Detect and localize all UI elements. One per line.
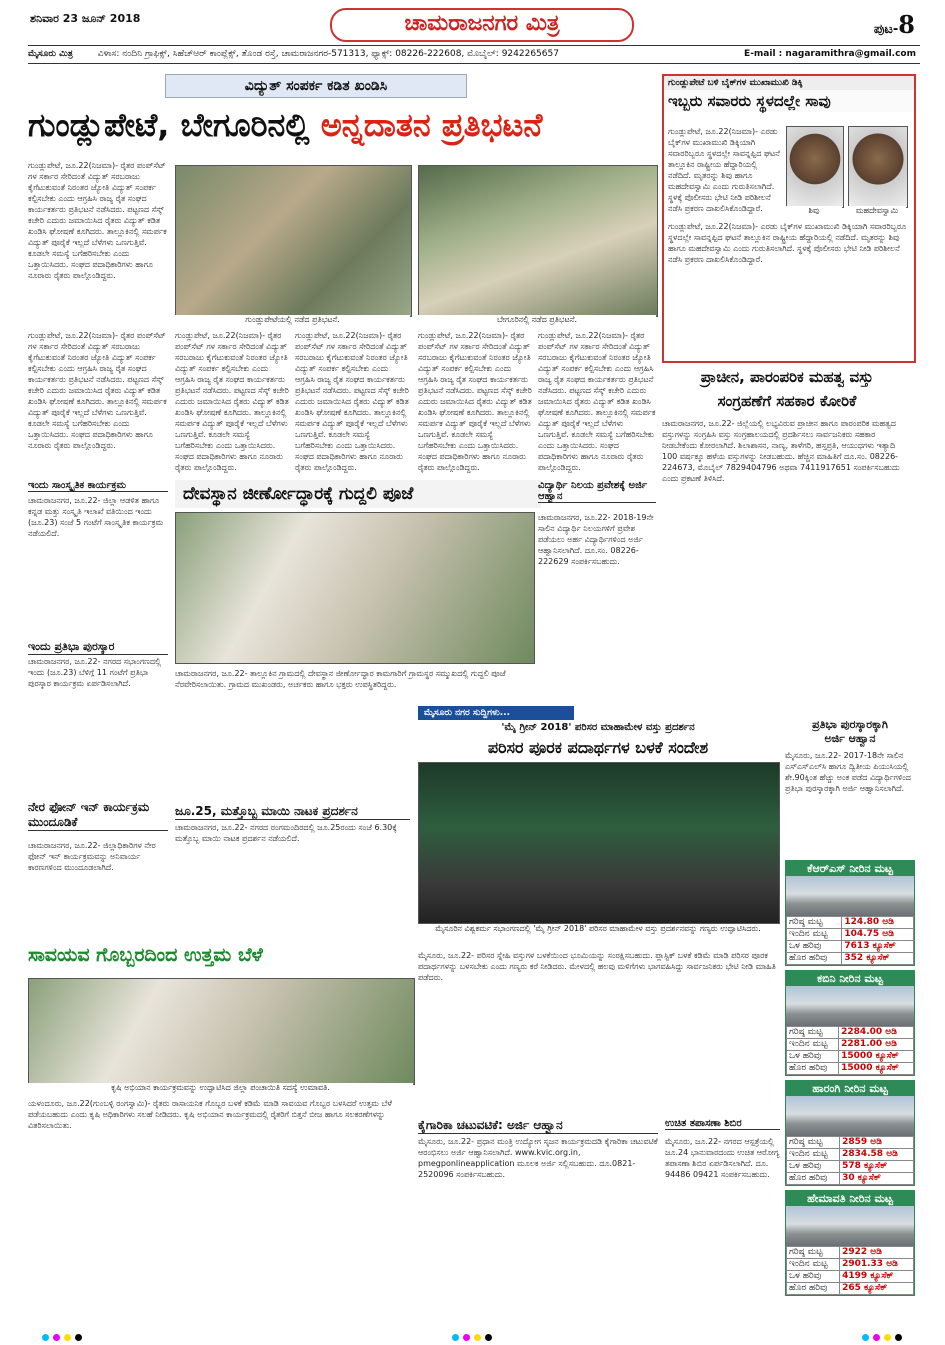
lead-headline-red: ಅನ್ನದಾತನ ಪ್ರತಿಭಟನೆ [320,106,543,144]
dam-title: ಹಾರಂಗಿ ನೀರಿನ ಮಟ್ಟ [786,1081,914,1096]
accident-victim-photo-1 [786,126,844,208]
dam-row-value: 104.75 ಅಡಿ [842,929,914,941]
award-head: ಇಂದು ಪ್ರತಿಭಾ ಪುರಸ್ಕಾರ [28,640,168,655]
cyan-dot [452,1334,459,1341]
dam-row-label: ಗರಿಷ್ಠ ಮಟ್ಟ [787,917,842,929]
issue-date: ಶನಿವಾರ 23 ಜೂನ್ 2018 [30,12,141,25]
dam-row [787,1051,914,1063]
heritage-headline [662,365,912,413]
organic-body: ಯಳಂದೂರು, ಜೂ.22(ಗುಂಬಳ್ಳಿ ರಂಗಸ್ವಾಮಿ)- ರೈತರು ರಾಸಾಯನಿಕ ಗೊಬ್ಬರ ಬಳಕೆ ಕಡಿಮೆ ಮಾಡಿ ಸಾವಯವ ಗೊಬ್ಬರ ಬಳಸಿದರೆ ಉತ್ತಮ ಬೆಳೆ ಪಡೆಯಬಹುದು ಎಂದು ಕೃಷಿ ಅಧಿಕಾರಿಗಳು ಸಲಹೆ ನೀಡಿದರು. ಕೃಷಿ ಅಭಿಯಾನ ಕಾರ್ಯಕ್ರಮದಲ್ಲಿ ರೈತರಿಗೆ ಬಿತ್ತನೆ ಬೀಜ ಹಾಗೂ ಸಲಕರಣೆಗಳನ್ನು ವಿತರಿಸಲಾಯಿತು. [28,1099,392,1130]
accident-headline: ಇಬ್ಬರು ಸವಾರರು ಸ್ಥಳದಲ್ಲೇ ಸಾವು [664,90,914,112]
dam-row [787,1173,914,1185]
dam-row-value: 2859 ಅಡಿ [840,1137,914,1149]
organic-photo [28,978,415,1085]
dam-row [787,1149,914,1161]
accident-kicker: ಗುಂಡ್ಲುಪೇಟೆ ಬಳಿ ಬೈಕ್‌ಗಳ ಮುಖಾಮುಖಿ ಡಿಕ್ಕಿ [664,76,914,90]
dam-row [787,1137,914,1149]
dam-row [787,1063,914,1075]
temple-body: ಚಾಮರಾಜನಗರ, ಜೂ.22- ತಾಲ್ಲೂಕಿನ ಗ್ರಾಮದಲ್ಲಿ ದೇವಸ್ಥಾನ ಜೀರ್ಣೋದ್ಧಾರ ಕಾಮಗಾರಿಗೆ ಗ್ರಾಮಸ್ಥರ ಸಮ್ಮುಖದಲ್ಲಿ ಗುದ್ದಲಿ ಪೂಜೆ ನೆರವೇರಿಸಲಾಯಿತು. ಗ್ರಾಮದ ಮುಖಂಡರು, ಅರ್ಚಕರು ಹಾಗೂ ಭಕ್ತರು ಉಪಸ್ಥಿತರಿದ್ದರು. [175,669,506,689]
publisher-address: ವಿಳಾಸ: ನಂದಿನಿ ಗ್ರಾಫಿಕ್ಸ್, ಸಿಹೆಚ್‌ಆರ್ ಕಾಂಪ್ಲೆಕ್ಸ್, ತೊಂಡ ರಸ್ತೆ, ಚಾಮರಾಜನಗರ-571313, ಫ್ಯಾಕ್ಸ್: 08226-222608, ಮೊಬೈಲ್: 9242265657 [97,49,559,59]
dam-row [787,1027,914,1039]
heritage-headline-line2: ಸಂಗ್ರಹಣೆಗೆ ಸಹಕಾರ ಕೋರಿಕೆ [717,392,857,410]
publisher-email: E-mail : nagaramithra@gmail.com [744,49,916,59]
dam-photo [786,876,914,916]
accident-body-top: ಗುಂಡ್ಲುಪೇಟೆ, ಜೂ.22(ನಿಜಮಾ)- ಎರಡು ಬೈಕ್‌ಗಳ ಮುಖಾಮುಖಿ ಡಿಕ್ಕಿಯಾಗಿ ಸವಾರರಿಬ್ಬರೂ ಸ್ಥಳದಲ್ಲೇ ಸಾವನ್ನಪ್ಪಿದ ಘಟನೆ ತಾಲ್ಲೂಕಿನ ರಾಷ್ಟ್ರೀಯ ಹೆದ್ದಾರಿಯಲ್ಲಿ ನಡೆದಿದೆ. ಮೃತರನ್ನು ಶಿವು ಹಾಗೂ ಮಹದೇವಸ್ವಾಮಿ ಎಂದು ಗುರುತಿಸಲಾಗಿದೆ. ಸ್ಥಳಕ್ಕೆ ಪೊಲೀಸರು ಭೇಟಿ ನೀಡಿ ಪರಿಶೀಲನೆ ನಡೆಸಿ ಪ್ರಕರಣ ದಾಖಲಿಸಿಕೊಂಡಿದ್ದಾರೆ. [668,127,780,213]
dam-row-value: 7613 ಕ್ಯೂಸೆಕ್ [842,941,914,953]
lead-body-col2: ಗುಂಡ್ಲುಪೇಟೆ, ಜೂ.22(ನಿಜಮಾ)- ರೈತರ ಪಂಪ್‌ಸೆಟ್ ಗಳ ಸರ್ಕಾರ ಸೇರಿದಂತೆ ವಿದ್ಯುತ್ ಸರಬರಾಜು ಕೈಗೆಟುಕುವಂತೆ ನಿರಂತರ ಜ್ಯೋತಿ ವಿದ್ಯುತ್ ಸಂಪರ್ಕ ಕಲ್ಪಿಸಬೇಕು ಎಂದು ಆಗ್ರಹಿಸಿ ರಾಜ್ಯ ರೈತ ಸಂಘದ ಕಾರ್ಯಕರ್ತರು ಪ್ರತಿಭಟನೆ ನಡೆಸಿದರು. ಪಟ್ಟಣದ ಸೆಸ್ಕ್ ಕಚೇರಿ ಎದುರು ಜಮಾಯಿಸಿದ ರೈತರು ವಿದ್ಯುತ್ ಕಡಿತ ಖಂಡಿಸಿ ಘೋಷಣೆ ಕೂಗಿದರು. ತಾಲ್ಲೂಕಿನಲ್ಲಿ ಸಮರ್ಪಕ ವಿದ್ಯುತ್ ಪೂರೈಕೆ ಇಲ್ಲದೆ ಬೆಳೆಗಳು ಒಣಗುತ್ತಿವೆ. ಕೂಡಲೇ ಸಮಸ್ಯೆ ಬಗೆಹರಿಸಬೇಕು ಎಂದು ಒತ್ತಾಯಿಸಿದರು. ಸಂಘದ ಪದಾಧಿಕಾರಿಗಳು ಹಾಗೂ ನೂರಾರು ರೈತರು ಪಾಲ್ಗೊಂಡಿದ್ದರು. [28,331,167,450]
heritage-body: ಚಾಮರಾಜನಗರ, ಜೂ.22- ಜಿಲ್ಲೆಯಲ್ಲಿ ಲಭ್ಯವಿರುವ ಪ್ರಾಚೀನ ಹಾಗೂ ಪಾರಂಪರಿಕ ಮಹತ್ವದ ವಸ್ತುಗಳನ್ನು ಸಂಗ್ರಹಿಸಿ ವಸ್ತು ಸಂಗ್ರಹಾಲಯದಲ್ಲಿ ಪ್ರದರ್ಶಿಸಲು ಸಾರ್ವಜನಿಕರು ಸಹಕಾರ ನೀಡಬೇಕೆಂದು ಕೋರಲಾಗಿದೆ. ಶಿಲಾಶಾಸನ, ನಾಣ್ಯ, ತಾಳೆಗರಿ, ಹಸ್ತಪ್ರತಿ, ಆಯುಧಗಳು ಇತ್ಯಾದಿ 100 ವರ್ಷಕ್ಕೂ ಹಳೆಯ ವಸ್ತುಗಳನ್ನು ನೀಡಬಹುದು. ಹೆಚ್ಚಿನ ಮಾಹಿತಿಗೆ ದೂ.ಸಂ. 08226-224673, ಮೊಬೈಲ್ 7829404796 ಅಥವಾ 7411917651 ಸಂಪರ್ಕಿಸಬಹುದು ಎಂದು ಪ್ರಕಟಣೆ ತಿಳಿಸಿದೆ. [662,419,900,483]
phone-in-head: ನೇರ ಫೋನ್ ಇನ್ ಕಾರ್ಯಕ್ರಮ ಮುಂದೂಡಿಕೆ [28,800,168,831]
dam-title: ಕೆಆರ್‌ಎಸ್ ನೀರಿನ ಮಟ್ಟ [786,861,914,876]
page-label: ಪುಟ- [873,22,899,37]
talent-award-head-line2: ಅರ್ಜಿ ಆಹ್ವಾನ [824,732,876,745]
dam-row-label: ಇಂದಿನ ಮಟ್ಟ [787,1039,839,1051]
dam-row-value: 2284.00 ಅಡಿ [839,1027,914,1039]
dam-row [787,1283,914,1295]
industry-head: ಕೈಗಾರಿಕಾ ಚಟುವಟಿಕೆ: ಅರ್ಜಿ ಆಹ್ವಾನ [418,1118,658,1134]
lead-body-col5: ಗುಂಡ್ಲುಪೇಟೆ, ಜೂ.22(ನಿಜಮಾ)- ರೈತರ ಪಂಪ್‌ಸೆಟ್ ಗಳ ಸರ್ಕಾರ ಸೇರಿದಂತೆ ವಿದ್ಯುತ್ ಸರಬರಾಜು ಕೈಗೆಟುಕುವಂತೆ ನಿರಂತರ ಜ್ಯೋತಿ ವಿದ್ಯುತ್ ಸಂಪರ್ಕ ಕಲ್ಪಿಸಬೇಕು ಎಂದು ಆಗ್ರಹಿಸಿ ರಾಜ್ಯ ರೈತ ಸಂಘದ ಕಾರ್ಯಕರ್ತರು ಪ್ರತಿಭಟನೆ ನಡೆಸಿದರು. ಪಟ್ಟಣದ ಸೆಸ್ಕ್ ಕಚೇರಿ ಎದುರು ಜಮಾಯಿಸಿದ ರೈತರು ವಿದ್ಯುತ್ ಕಡಿತ ಖಂಡಿಸಿ ಘೋಷಣೆ ಕೂಗಿದರು. ತಾಲ್ಲೂಕಿನಲ್ಲಿ ಸಮರ್ಪಕ ವಿದ್ಯುತ್ ಪೂರೈಕೆ ಇಲ್ಲದೆ ಬೆಳೆಗಳು ಒಣಗುತ್ತಿವೆ. ಕೂಡಲೇ ಸಮಸ್ಯೆ ಬಗೆಹರಿಸಬೇಕು ಎಂದು ಒತ್ತಾಯಿಸಿದರು. ಸಂಘದ ಪದಾಧಿಕಾರಿಗಳು ಹಾಗೂ ನೂರಾರು ರೈತರು ಪಾಲ್ಗೊಂಡಿದ್ದರು. [418,331,532,472]
magenta-dot [53,1334,60,1341]
dam-row-label: ಇಂದಿನ ಮಟ್ಟ [787,929,842,941]
dam-table [786,916,914,965]
dam-table [786,1136,914,1185]
lead-photo-2-caption: ಬೇಗೂರಿನಲ್ಲಿ ನಡೆದ ಪ್ರತಿಭಟನೆ. [418,315,656,327]
dam-row-label: ಒಳ ಹರಿವು [787,1271,840,1283]
page-number: 8 [898,10,915,39]
newspaper-title: ಚಾಮರಾಜನಗರ ಮಿತ್ರ [330,8,634,42]
dam-row-label: ಗರಿಷ್ಠ ಮಟ್ಟ [787,1247,840,1259]
dam-row-value: 15000 ಕ್ಯೂಸೆಕ್ [839,1063,914,1075]
brand-label: ಮೈಸೂರು ಮಿತ್ರ [28,49,73,59]
dam-row-value: 15000 ಕ್ಯೂಸೆಕ್ [839,1051,914,1063]
dam-table [786,1246,914,1295]
organic-photo-caption: ಕೃಷಿ ಅಭಿಯಾನ ಕಾರ್ಯಕ್ರಮವನ್ನು ಉದ್ಘಾಟಿಸಿದ ಜಿಲ್ಲಾ ಪಂಚಾಯಿತಿ ಸದಸ್ಯೆ ಉಮಾವತಿ. [28,1083,413,1095]
cyan-dot [862,1334,869,1341]
lead-headline-black: ಗುಂಡ್ಲುಪೇಟೆ, ಬೇಗೂರಿನಲ್ಲಿ [28,106,310,144]
dam-row [787,917,914,929]
industry-body: ಮೈಸೂರು, ಜೂ.22- ಪ್ರಧಾನ ಮಂತ್ರಿ ಉದ್ಯೋಗ ಸೃಜನ ಕಾರ್ಯಕ್ರಮದಡಿ ಕೈಗಾರಿಕಾ ಚಟುವಟಿಕೆ ಆರಂಭಿಸಲು ಅರ್ಜಿ ಆಹ್ವಾನಿಸಲಾಗಿದೆ. www.kvic.org.in, pmegponlineapplication ಮೂಲಕ ಅರ್ಜಿ ಸಲ್ಲಿಸಬಹುದು. ದೂ.0821-2520096 ಸಂಪರ್ಕಿಸಬಹುದು. [418,1137,658,1179]
talent-award-body: ಮೈಸೂರು, ಜೂ.22- 2017-18ನೇ ಸಾಲಿನ ಎಸ್‌ಎಸ್‌ಎಲ್‌ಸಿ ಹಾಗೂ ದ್ವಿತೀಯ ಪಿಯುಸಿಯಲ್ಲಿ ಶೇ.90ಕ್ಕಿಂತ ಹೆಚ್ಚು ಅಂಕ ಪಡೆದ ವಿದ್ಯಾರ್ಥಿಗಳಿಂದ ಪ್ರತಿಭಾ ಪುರಸ್ಕಾರಕ್ಕಾಗಿ ಅರ್ಜಿ ಆಹ್ವಾನಿಸಲಾಗಿದೆ. [785,751,911,793]
accident-victim-photo-2 [848,126,908,208]
award-body: ಚಾಮರಾಜನಗರ, ಜೂ.22- ನಗರದ ಸಭಾಂಗಣದಲ್ಲಿ ಇಂದು (ಜೂ.23) ಬೆಳಿಗ್ಗೆ 11 ಗಂಟೆಗೆ ಪ್ರತಿಭಾ ಪುರಸ್ಕಾರ ಕಾರ್ಯಕ್ರಮ ಏರ್ಪಡಿಸಲಾಗಿದೆ. [28,657,162,688]
applications-head: ವಿದ್ಯಾರ್ಥಿ ನಿಲಯ ಪ್ರವೇಶಕ್ಕೆ ಅರ್ಜಿ ಆಹ್ವಾನ [538,480,656,503]
masthead [30,8,915,40]
dam-row [787,929,914,941]
applications-body: ಚಾಮರಾಜನಗರ, ಜೂ.22- 2018-19ನೇ ಸಾಲಿನ ವಿದ್ಯಾರ್ಥಿ ನಿಲಯಗಳಿಗೆ ಪ್ರವೇಶ ಪಡೆಯಲು ಅರ್ಹ ವಿದ್ಯಾರ್ಥಿಗಳಿಂದ ಅರ್ಜಿ ಆಹ್ವಾನಿಸಲಾಗಿದೆ. ದೂ.ಸಂ. 08226-222629 ಸಂಪರ್ಕಿಸಬಹುದು. [538,513,654,566]
dam-row-value: 2922 ಅಡಿ [840,1247,914,1259]
talent-award-head-line1: ಪ್ರತಿಭಾ ಪುರಸ್ಕಾರಕ್ಕಾಗಿ [812,718,888,731]
registration-marks-left [40,1326,84,1345]
dam-row-label: ಒಳ ಹರಿವು [787,941,842,953]
dam-box [785,970,915,1076]
dam-row-label: ಹೊರ ಹರಿವು [787,1173,840,1185]
dam-row [787,1271,914,1283]
dam-photo [786,986,914,1026]
publisher-info-bar [28,45,920,64]
drama-body: ಚಾಮರಾಜನಗರ, ಜೂ.22- ನಗರದ ರಂಗಮಂದಿರದಲ್ಲಿ ಜೂ.25ರಂದು ಸಂಜೆ 6.30ಕ್ಕೆ ಮತ್ತೊಬ್ಬ ಮಾಯಿ ನಾಟಕ ಪ್ರದರ್ಶನ ನಡೆಯಲಿದೆ. [175,823,397,843]
mysuru-news-banner: ಮೈಸೂರು ನಗರ ಸುದ್ದಿಗಳು... [418,706,574,720]
dam-row-value: 2281.00 ಅಡಿ [839,1039,914,1051]
dam-title: ಕಬಿನಿ ನೀರಿನ ಮಟ್ಟ [786,971,914,986]
black-dot [485,1334,492,1341]
lead-photo-2 [418,165,658,317]
phone-in-body: ಚಾಮರಾಜನಗರ, ಜೂ.22- ಜಿಲ್ಲಾಧಿಕಾರಿಗಳ ನೇರ ಫೋನ್ ಇನ್ ಕಾರ್ಯಕ್ರಮವನ್ನು ಅನಿವಾರ್ಯ ಕಾರಣಗಳಿಂದ ಮುಂದೂಡಲಾಗಿದೆ. [28,841,156,872]
yellow-dot [884,1334,891,1341]
temple-headline: ದೇವಸ್ಥಾನ ಜೀರ್ಣೋದ್ಧಾರಕ್ಕೆ ಗುದ್ದಲಿ ಪೂಜೆ [175,480,541,508]
magenta-dot [873,1334,880,1341]
lead-photo-1-caption: ಗುಂಡ್ಲುಪೇಟೆಯಲ್ಲಿ ನಡೆದ ಪ್ರತಿಭಟನೆ. [175,315,410,327]
health-camp-body: ಮೈಸೂರು, ಜೂ.22- ನಗರದ ಆಸ್ಪತ್ರೆಯಲ್ಲಿ ಜೂ.24 ಭಾನುವಾರದಂದು ಉಚಿತ ಆರೋಗ್ಯ ತಪಾಸಣಾ ಶಿಬಿರ ಏರ್ಪಡಿಸಲಾಗಿದೆ. ದೂ. 94486 09421 ಸಂಪರ್ಕಿಸಬಹುದು. [665,1137,780,1179]
mysuru-body: ಮೈಸೂರು, ಜೂ.22- ಪರಿಸರ ಸ್ನೇಹಿ ವಸ್ತುಗಳ ಬಳಕೆಯಿಂದ ಭೂಮಿಯನ್ನು ಸಂರಕ್ಷಿಸಬಹುದು. ಪ್ಲಾಸ್ಟಿಕ್ ಬಳಕೆ ಕಡಿಮೆ ಮಾಡಿ ಪರಿಸರ ಪೂರಕ ಪದಾರ್ಥಗಳನ್ನು ಬಳಸಬೇಕು ಎಂದು ಗಣ್ಯರು ಕರೆ ನೀಡಿದರು. ಮೇಳದಲ್ಲಿ ಹಲವು ಮಳಿಗೆಗಳು ಭಾಗವಹಿಸಿದ್ದು ಸಾರ್ವಜನಿಕರು ಭೇಟಿ ನೀಡಿ ಮಾಹಿತಿ ಪಡೆದರು. [418,951,776,982]
cyan-dot [42,1334,49,1341]
registration-marks-center [450,1326,494,1345]
organic-headline: ಸಾವಯವ ಗೊಬ್ಬರದಿಂದ ಉತ್ತಮ ಬೆಳೆ [28,944,263,966]
black-dot [75,1334,82,1341]
dam-row-value: 265 ಕ್ಯೂಸೆಕ್ [840,1283,914,1295]
dam-row-label: ಗರಿಷ್ಠ ಮಟ್ಟ [787,1137,840,1149]
lead-kicker: ವಿದ್ಯುತ್ ಸಂಪರ್ಕ ಕಡಿತ ಖಂಡಿಸಿ [165,74,467,98]
cultural-body: ಚಾಮರಾಜನಗರ, ಜೂ.22- ಜಿಲ್ಲಾ ಆಡಳಿತ ಹಾಗೂ ಕನ್ನಡ ಮತ್ತು ಸಂಸ್ಕೃತಿ ಇಲಾಖೆ ವತಿಯಿಂದ ಇಂದು (ಜೂ.23) ಸಂಜೆ 5 ಗಂಟೆಗೆ ಸಾಂಸ್ಕೃತಿಕ ಕಾರ್ಯಕ್ರಮ ನಡೆಯಲಿದೆ. [28,496,164,538]
lead-body-col6: ಗುಂಡ್ಲುಪೇಟೆ, ಜೂ.22(ನಿಜಮಾ)- ರೈತರ ಪಂಪ್‌ಸೆಟ್ ಗಳ ಸರ್ಕಾರ ಸೇರಿದಂತೆ ವಿದ್ಯುತ್ ಸರಬರಾಜು ಕೈಗೆಟುಕುವಂತೆ ನಿರಂತರ ಜ್ಯೋತಿ ವಿದ್ಯುತ್ ಸಂಪರ್ಕ ಕಲ್ಪಿಸಬೇಕು ಎಂದು ಆಗ್ರಹಿಸಿ ರಾಜ್ಯ ರೈತ ಸಂಘದ ಕಾರ್ಯಕರ್ತರು ಪ್ರತಿಭಟನೆ ನಡೆಸಿದರು. ಪಟ್ಟಣದ ಸೆಸ್ಕ್ ಕಚೇರಿ ಎದುರು ಜಮಾಯಿಸಿದ ರೈತರು ವಿದ್ಯುತ್ ಕಡಿತ ಖಂಡಿಸಿ ಘೋಷಣೆ ಕೂಗಿದರು. ತಾಲ್ಲೂಕಿನಲ್ಲಿ ಸಮರ್ಪಕ ವಿದ್ಯುತ್ ಪೂರೈಕೆ ಇಲ್ಲದೆ ಬೆಳೆಗಳು ಒಣಗುತ್ತಿವೆ. ಕೂಡಲೇ ಸಮಸ್ಯೆ ಬಗೆಹರಿಸಬೇಕು ಎಂದು ಒತ್ತಾಯಿಸಿದರು. ಸಂಘದ ಪದಾಧಿಕಾರಿಗಳು ಹಾಗೂ ನೂರಾರು ರೈತರು ಪಾಲ್ಗೊಂಡಿದ್ದರು. [538,331,656,472]
dam-row-value: 352 ಕ್ಯೂಸೆಕ್ [842,953,914,965]
dam-row-value: 2834.58 ಅಡಿ [840,1149,914,1161]
dam-row [787,1039,914,1051]
registration-marks-right [860,1326,904,1345]
dam-row-value: 30 ಕ್ಯೂಸೆಕ್ [840,1173,914,1185]
dam-photo [786,1206,914,1246]
yellow-dot [64,1334,71,1341]
health-camp-head: ಉಚಿತ ತಪಾಸಣಾ ಶಿಬಿರ [665,1118,780,1130]
lead-body-col1: ಗುಂಡ್ಲುಪೇಟೆ, ಜೂ.22(ನಿಜಮಾ)- ರೈತರ ಪಂಪ್‌ಸೆಟ್ ಗಳ ಸರ್ಕಾರ ಸೇರಿದಂತೆ ವಿದ್ಯುತ್ ಸರಬರಾಜು ಕೈಗೆಟುಕುವಂತೆ ನಿರಂತರ ಜ್ಯೋತಿ ವಿದ್ಯುತ್ ಸಂಪರ್ಕ ಕಲ್ಪಿಸಬೇಕು ಎಂದು ಆಗ್ರಹಿಸಿ ರಾಜ್ಯ ರೈತ ಸಂಘದ ಕಾರ್ಯಕರ್ತರು ಪ್ರತಿಭಟನೆ ನಡೆಸಿದರು. ಪಟ್ಟಣದ ಸೆಸ್ಕ್ ಕಚೇರಿ ಎದುರು ಜಮಾಯಿಸಿದ ರೈತರು ವಿದ್ಯುತ್ ಕಡಿತ ಖಂಡಿಸಿ ಘೋಷಣೆ ಕೂಗಿದರು. ತಾಲ್ಲೂಕಿನಲ್ಲಿ ಸಮರ್ಪಕ ವಿದ್ಯುತ್ ಪೂರೈಕೆ ಇಲ್ಲದೆ ಬೆಳೆಗಳು ಒಣಗುತ್ತಿವೆ. ಕೂಡಲೇ ಸಮಸ್ಯೆ ಬಗೆಹರಿಸಬೇಕು ಎಂದು ಒತ್ತಾಯಿಸಿದರು. ಸಂಘದ ಪದಾಧಿಕಾರಿಗಳು ಹಾಗೂ ನೂರಾರು ರೈತರು ಪಾಲ್ಗೊಂಡಿದ್ದರು. [28,161,167,280]
lead-headline [28,100,658,150]
yellow-dot [474,1334,481,1341]
dam-row-value: 578 ಕ್ಯೂಸೆಕ್ [840,1161,914,1173]
dam-row [787,1161,914,1173]
dam-row-label: ಹೊರ ಹರಿವು [787,953,842,965]
dam-table [786,1026,914,1075]
dam-row [787,1259,914,1271]
dam-row-label: ಹೊರ ಹರಿವು [787,1063,839,1075]
dam-row [787,941,914,953]
dam-box [785,860,915,966]
black-dot [895,1334,902,1341]
dam-row-label: ಗರಿಷ್ಠ ಮಟ್ಟ [787,1027,839,1039]
talent-award-head [785,718,915,746]
mysuru-stage-photo [418,762,780,924]
mysuru-kicker: 'ಮೈ ಗ್ರೀನ್ 2018' ಪರಿಸರ ಮಾಹಾಮೇಳ ವಸ್ತು ಪ್ರದರ್ಶನ [501,722,695,733]
accident-victim-1-name: ಶಿವು [786,206,842,216]
dam-row-label: ಇಂದಿನ ಮಟ್ಟ [787,1259,840,1271]
lead-photo-1 [175,165,412,317]
dam-levels-panel [785,860,915,1300]
drama-head: ಜೂ.25, ಮತ್ತೊಬ್ಬ ಮಾಯಿ ನಾಟಕ ಪ್ರದರ್ಶನ [175,804,410,820]
dam-box [785,1080,915,1186]
magenta-dot [463,1334,470,1341]
dam-row-label: ಒಳ ಹರಿವು [787,1051,839,1063]
dam-title: ಹೇಮಾವತಿ ನೀರಿನ ಮಟ್ಟ [786,1191,914,1206]
cultural-head: ಇಂದು ಸಾಂಸ್ಕೃತಿಕ ಕಾರ್ಯಕ್ರಮ [28,480,168,492]
mysuru-photo-caption: ಮೈಸೂರಿನ ವಿಶ್ವಕರ್ಮ ಸಭಾಂಗಣದಲ್ಲಿ 'ಮೈ ಗ್ರೀನ್ 2018' ಪರಿಸರ ಮಾಹಾಮೇಳ ವಸ್ತು ಪ್ರದರ್ಶನವನ್ನು ಗಣ್ಯರು ಉದ್ಘಾಟಿಸಿದರು. [418,924,778,948]
dam-row-value: 4199 ಕ್ಯೂಸೆಕ್ [840,1271,914,1283]
dam-row-value: 2901.33 ಅಡಿ [840,1259,914,1271]
dam-row-label: ಇಂದಿನ ಮಟ್ಟ [787,1149,840,1161]
heritage-headline-line1: ಪ್ರಾಚೀನ, ಪಾರಂಪರಿಕ ಮಹತ್ವ ವಸ್ತು [700,368,874,386]
dam-photo [786,1096,914,1136]
dam-row-value: 124.80 ಅಡಿ [842,917,914,929]
dam-row-label: ಒಳ ಹರಿವು [787,1161,840,1173]
lead-body-col3: ಗುಂಡ್ಲುಪೇಟೆ, ಜೂ.22(ನಿಜಮಾ)- ರೈತರ ಪಂಪ್‌ಸೆಟ್ ಗಳ ಸರ್ಕಾರ ಸೇರಿದಂತೆ ವಿದ್ಯುತ್ ಸರಬರಾಜು ಕೈಗೆಟುಕುವಂತೆ ನಿರಂತರ ಜ್ಯೋತಿ ವಿದ್ಯುತ್ ಸಂಪರ್ಕ ಕಲ್ಪಿಸಬೇಕು ಎಂದು ಆಗ್ರಹಿಸಿ ರಾಜ್ಯ ರೈತ ಸಂಘದ ಕಾರ್ಯಕರ್ತರು ಪ್ರತಿಭಟನೆ ನಡೆಸಿದರು. ಪಟ್ಟಣದ ಸೆಸ್ಕ್ ಕಚೇರಿ ಎದುರು ಜಮಾಯಿಸಿದ ರೈತರು ವಿದ್ಯುತ್ ಕಡಿತ ಖಂಡಿಸಿ ಘೋಷಣೆ ಕೂಗಿದರು. ತಾಲ್ಲೂಕಿನಲ್ಲಿ ಸಮರ್ಪಕ ವಿದ್ಯುತ್ ಪೂರೈಕೆ ಇಲ್ಲದೆ ಬೆಳೆಗಳು ಒಣಗುತ್ತಿವೆ. ಕೂಡಲೇ ಸಮಸ್ಯೆ ಬಗೆಹರಿಸಬೇಕು ಎಂದು ಒತ್ತಾಯಿಸಿದರು. ಸಂಘದ ಪದಾಧಿಕಾರಿಗಳು ಹಾಗೂ ನೂರಾರು ರೈತರು ಪಾಲ್ಗೊಂಡಿದ್ದರು. [175,331,289,472]
temple-photo [175,512,535,664]
dam-row-label: ಹೊರ ಹರಿವು [787,1283,840,1295]
accident-body-bottom: ಗುಂಡ್ಲುಪೇಟೆ, ಜೂ.22(ನಿಜಮಾ)- ಎರಡು ಬೈಕ್‌ಗಳ ಮುಖಾಮುಖಿ ಡಿಕ್ಕಿಯಾಗಿ ಸವಾರರಿಬ್ಬರೂ ಸ್ಥಳದಲ್ಲೇ ಸಾವನ್ನಪ್ಪಿದ ಘಟನೆ ತಾಲ್ಲೂಕಿನ ರಾಷ್ಟ್ರೀಯ ಹೆದ್ದಾರಿಯಲ್ಲಿ ನಡೆದಿದೆ. ಮೃತರನ್ನು ಶಿವು ಹಾಗೂ ಮಹದೇವಸ್ವಾಮಿ ಎಂದು ಗುರುತಿಸಲಾಗಿದೆ. ಸ್ಥಳಕ್ಕೆ ಪೊಲೀಸರು ಭೇಟಿ ನೀಡಿ ಪರಿಶೀಲನೆ ನಡೆಸಿ ಪ್ರಕರಣ ದಾಖಲಿಸಿಕೊಂಡಿದ್ದಾರೆ. [668,222,907,264]
accident-story-box [662,74,916,363]
dam-row [787,953,914,965]
dam-box [785,1190,915,1296]
lead-body-col4: ಗುಂಡ್ಲುಪೇಟೆ, ಜೂ.22(ನಿಜಮಾ)- ರೈತರ ಪಂಪ್‌ಸೆಟ್ ಗಳ ಸರ್ಕಾರ ಸೇರಿದಂತೆ ವಿದ್ಯುತ್ ಸರಬರಾಜು ಕೈಗೆಟುಕುವಂತೆ ನಿರಂತರ ಜ್ಯೋತಿ ವಿದ್ಯುತ್ ಸಂಪರ್ಕ ಕಲ್ಪಿಸಬೇಕು ಎಂದು ಆಗ್ರಹಿಸಿ ರಾಜ್ಯ ರೈತ ಸಂಘದ ಕಾರ್ಯಕರ್ತರು ಪ್ರತಿಭಟನೆ ನಡೆಸಿದರು. ಪಟ್ಟಣದ ಸೆಸ್ಕ್ ಕಚೇರಿ ಎದುರು ಜಮಾಯಿಸಿದ ರೈತರು ವಿದ್ಯುತ್ ಕಡಿತ ಖಂಡಿಸಿ ಘೋಷಣೆ ಕೂಗಿದರು. ತಾಲ್ಲೂಕಿನಲ್ಲಿ ಸಮರ್ಪಕ ವಿದ್ಯುತ್ ಪೂರೈಕೆ ಇಲ್ಲದೆ ಬೆಳೆಗಳು ಒಣಗುತ್ತಿವೆ. ಕೂಡಲೇ ಸಮಸ್ಯೆ ಬಗೆಹರಿಸಬೇಕು ಎಂದು ಒತ್ತಾಯಿಸಿದರು. ಸಂಘದ ಪದಾಧಿಕಾರಿಗಳು ಹಾಗೂ ನೂರಾರು ರೈತರು ಪಾಲ್ಗೊಂಡಿದ್ದರು. [295,331,409,472]
mysuru-headline: ಪರಿಸರ ಪೂರಕ ಪದಾರ್ಥಗಳ ಬಳಕೆ ಸಂದೇಶ [487,738,709,757]
page-indicator [874,10,915,39]
dam-row [787,1247,914,1259]
accident-victim-2-name: ಮಹದೇವಸ್ವಾಮಿ [848,206,906,216]
